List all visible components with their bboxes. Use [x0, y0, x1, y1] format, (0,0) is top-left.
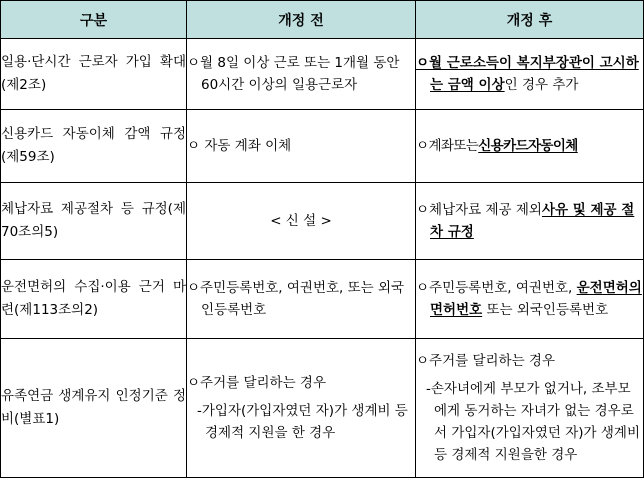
- after-prefix: ㅇ주민등록번호, 여권번호,: [416, 280, 573, 296]
- after-underlined: 운전면허의 면허번호: [430, 280, 642, 318]
- after-prefix: ㅇ계좌또는: [416, 138, 479, 154]
- after-text: [416, 199, 643, 243]
- category-cell: 운전면허의 수집·이용 근거 마련(제113조의2): [1, 260, 187, 339]
- category-cell: 체납자료 제공절차 등 규정(제70조의5): [1, 183, 187, 260]
- table-row: [1, 110, 644, 183]
- after-text: [416, 52, 643, 96]
- after-underlined: ㅇ월 근로소득이 복지부장관이 고시하는 금액 이상: [416, 55, 639, 93]
- after-prefix: ㅇ체납자료 제공 제외: [416, 202, 542, 218]
- before-text: ㅇ주민등록번호, 여권번호, 또는 외국인등록번호: [187, 280, 405, 318]
- table-row: [1, 339, 644, 478]
- category-cell: 일용·단시간 근로자 가입 확대(제2조): [1, 39, 187, 110]
- after-underlined: 신용카드자동이체: [478, 138, 578, 154]
- header-after: 개정 후: [416, 1, 644, 39]
- before-text: ㅇ 자동 계좌 이체: [187, 138, 292, 154]
- before-text: ㅇ월 8일 이상 근로 또는 1개월 동안 60시간 이상의 일용근로자: [187, 55, 400, 93]
- after-heading: ㅇ주거를 달리하는 경우: [416, 353, 555, 369]
- before-cell: [187, 39, 416, 110]
- after-cell: [416, 183, 644, 260]
- after-subitem: -손자녀에게 부모가 없거나, 조부모에게 동거하는 자녀가 없는 경우로서 가입자(가입자였던 자)가 생계비 등 경제적 지원을한 경우: [426, 381, 640, 463]
- after-suffix: 또는 외국인등록번호: [486, 302, 609, 318]
- before-heading: ㅇ주거를 달리하는 경우: [187, 375, 326, 391]
- header-before: 개정 전: [187, 1, 416, 39]
- after-cell: [416, 260, 644, 339]
- before-subitem: -가입자(가입자였던 자)가 생계비 등 경제적 지원을 한 경우: [197, 403, 408, 441]
- after-text: [416, 277, 643, 321]
- table-row: [1, 260, 644, 339]
- after-rest: 인 경우 추가: [504, 77, 579, 93]
- header-category: 구분: [1, 1, 187, 39]
- after-cell: [416, 39, 644, 110]
- before-cell: [187, 110, 416, 183]
- table-row: [1, 39, 644, 110]
- before-cell: < 신 설 >: [187, 183, 416, 260]
- table-row: [1, 183, 644, 260]
- category-cell: 신용카드 자동이체 감액 규정(제59조): [1, 110, 187, 183]
- after-cell: [416, 339, 644, 478]
- after-cell: [416, 110, 644, 183]
- category-cell: 유족연금 생계유지 인정기준 정비(별표1): [1, 339, 187, 478]
- after-underlined: 사유 및 제공 절차 규정: [430, 202, 635, 240]
- before-cell: [187, 260, 416, 339]
- before-cell: [187, 339, 416, 478]
